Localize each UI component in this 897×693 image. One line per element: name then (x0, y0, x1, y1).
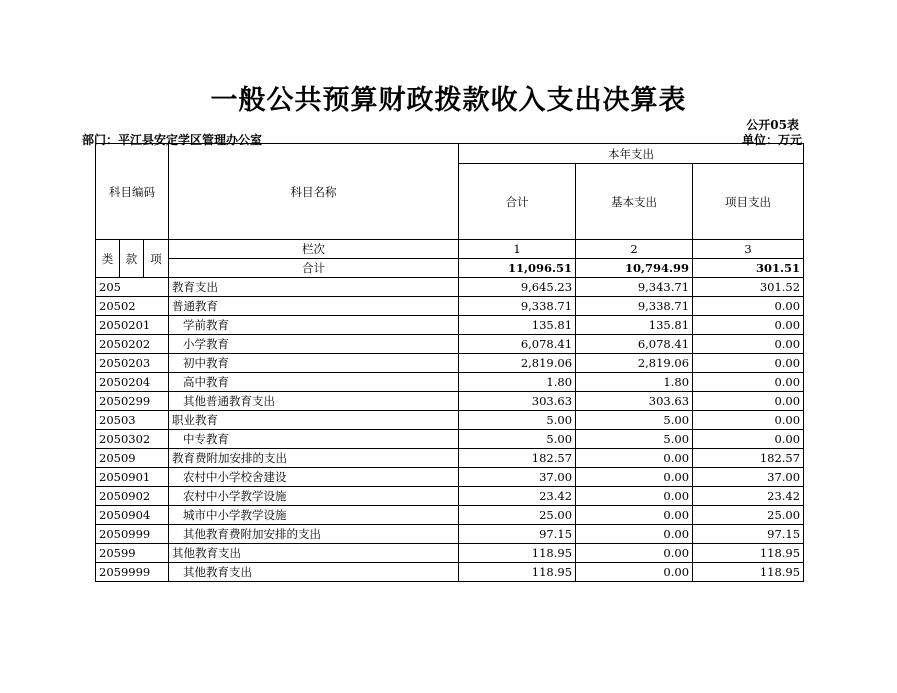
row-code: 2050201 (96, 316, 169, 335)
row-total: 182.57 (459, 449, 576, 468)
header-lei: 类 (96, 240, 120, 278)
row-basic: 135.81 (576, 316, 693, 335)
header-basic: 基本支出 (576, 164, 693, 240)
header-xiang: 项 (144, 240, 169, 278)
unit-label: 单位：万元 (741, 133, 802, 147)
header-col2: 2 (576, 240, 693, 259)
row-project: 118.95 (693, 544, 804, 563)
row-code: 20503 (96, 411, 169, 430)
row-project: 0.00 (693, 316, 804, 335)
row-total: 1.80 (459, 373, 576, 392)
row-code: 20599 (96, 544, 169, 563)
row-total: 5.00 (459, 430, 576, 449)
row-project: 0.00 (693, 335, 804, 354)
row-project: 37.00 (693, 468, 804, 487)
row-name: 其他教育费附加安排的支出 (169, 525, 459, 544)
header-row-1 (96, 144, 804, 164)
row-total: 6,078.41 (459, 335, 576, 354)
table-row (96, 354, 804, 373)
row-basic: 2,819.06 (576, 354, 693, 373)
row-name: 其他普通教育支出 (169, 392, 459, 411)
row-basic: 5.00 (576, 411, 693, 430)
row-code: 2050299 (96, 392, 169, 411)
header-project: 项目支出 (693, 164, 804, 240)
header-col1: 1 (459, 240, 576, 259)
total-total: 11,096.51 (459, 259, 576, 278)
row-name: 农村中小学教学设施 (169, 487, 459, 506)
header-code: 科目编码 (96, 144, 169, 240)
table-row (96, 335, 804, 354)
header-kuan: 款 (120, 240, 144, 278)
row-code: 2050203 (96, 354, 169, 373)
row-basic: 0.00 (576, 525, 693, 544)
table-row (96, 430, 804, 449)
row-name: 中专教育 (169, 430, 459, 449)
header-name: 科目名称 (169, 144, 459, 240)
department-label: 部门：平江县安定学区管理办公室 (82, 133, 263, 147)
row-total: 135.81 (459, 316, 576, 335)
header-row-3 (96, 240, 804, 259)
table-row (96, 506, 804, 525)
row-basic: 9,343.71 (576, 278, 693, 297)
row-total: 97.15 (459, 525, 576, 544)
total-row (96, 259, 804, 278)
row-total: 9,338.71 (459, 297, 576, 316)
row-basic: 0.00 (576, 449, 693, 468)
row-name: 农村中小学校舍建设 (169, 468, 459, 487)
row-name: 教育支出 (169, 278, 459, 297)
table-row (96, 316, 804, 335)
row-name: 教育费附加安排的支出 (169, 449, 459, 468)
total-label: 合计 (169, 259, 459, 278)
row-code: 2050904 (96, 506, 169, 525)
row-name: 城市中小学教学设施 (169, 506, 459, 525)
table-row (96, 297, 804, 316)
row-basic: 303.63 (576, 392, 693, 411)
row-basic: 6,078.41 (576, 335, 693, 354)
table-row (96, 487, 804, 506)
row-code: 2050204 (96, 373, 169, 392)
row-total: 25.00 (459, 506, 576, 525)
row-name: 高中教育 (169, 373, 459, 392)
row-project: 0.00 (693, 373, 804, 392)
row-basic: 0.00 (576, 468, 693, 487)
row-name: 职业教育 (169, 411, 459, 430)
table-row (96, 563, 804, 582)
row-basic: 0.00 (576, 544, 693, 563)
form-number: 公开05表 (746, 118, 799, 132)
row-project: 23.42 (693, 487, 804, 506)
row-total: 37.00 (459, 468, 576, 487)
row-name: 初中教育 (169, 354, 459, 373)
row-name: 其他教育支出 (169, 544, 459, 563)
row-project: 0.00 (693, 392, 804, 411)
row-total: 303.63 (459, 392, 576, 411)
row-code: 2059999 (96, 563, 169, 582)
row-basic: 5.00 (576, 430, 693, 449)
row-project: 182.57 (693, 449, 804, 468)
row-project: 0.00 (693, 297, 804, 316)
row-total: 5.00 (459, 411, 576, 430)
row-code: 2050302 (96, 430, 169, 449)
row-name: 普通教育 (169, 297, 459, 316)
total-basic: 10,794.99 (576, 259, 693, 278)
row-total: 9,645.23 (459, 278, 576, 297)
row-total: 2,819.06 (459, 354, 576, 373)
row-basic: 0.00 (576, 506, 693, 525)
row-total: 118.95 (459, 544, 576, 563)
row-basic: 1.80 (576, 373, 693, 392)
table-row (96, 544, 804, 563)
row-code: 2050999 (96, 525, 169, 544)
row-name: 其他教育支出 (169, 563, 459, 582)
table-row (96, 449, 804, 468)
header-col3: 3 (693, 240, 804, 259)
report-title: 一般公共预算财政拨款收入支出决算表 (210, 85, 687, 116)
table-row (96, 278, 804, 297)
budget-table (95, 143, 804, 582)
row-project: 118.95 (693, 563, 804, 582)
row-code: 2050902 (96, 487, 169, 506)
row-name: 学前教育 (169, 316, 459, 335)
row-basic: 0.00 (576, 563, 693, 582)
row-project: 97.15 (693, 525, 804, 544)
row-code: 20509 (96, 449, 169, 468)
table-row (96, 468, 804, 487)
row-total: 118.95 (459, 563, 576, 582)
row-project: 0.00 (693, 411, 804, 430)
table-row (96, 525, 804, 544)
row-project: 301.52 (693, 278, 804, 297)
header-lanci: 栏次 (169, 240, 459, 259)
row-basic: 0.00 (576, 487, 693, 506)
table-row (96, 373, 804, 392)
row-code: 2050901 (96, 468, 169, 487)
row-project: 0.00 (693, 430, 804, 449)
row-project: 25.00 (693, 506, 804, 525)
row-name: 小学教育 (169, 335, 459, 354)
row-code: 20502 (96, 297, 169, 316)
total-project: 301.51 (693, 259, 804, 278)
header-total: 合计 (459, 164, 576, 240)
row-total: 23.42 (459, 487, 576, 506)
header-year-expense: 本年支出 (459, 144, 804, 164)
row-code: 205 (96, 278, 169, 297)
row-basic: 9,338.71 (576, 297, 693, 316)
row-code: 2050202 (96, 335, 169, 354)
table-row (96, 392, 804, 411)
table-row (96, 411, 804, 430)
row-project: 0.00 (693, 354, 804, 373)
